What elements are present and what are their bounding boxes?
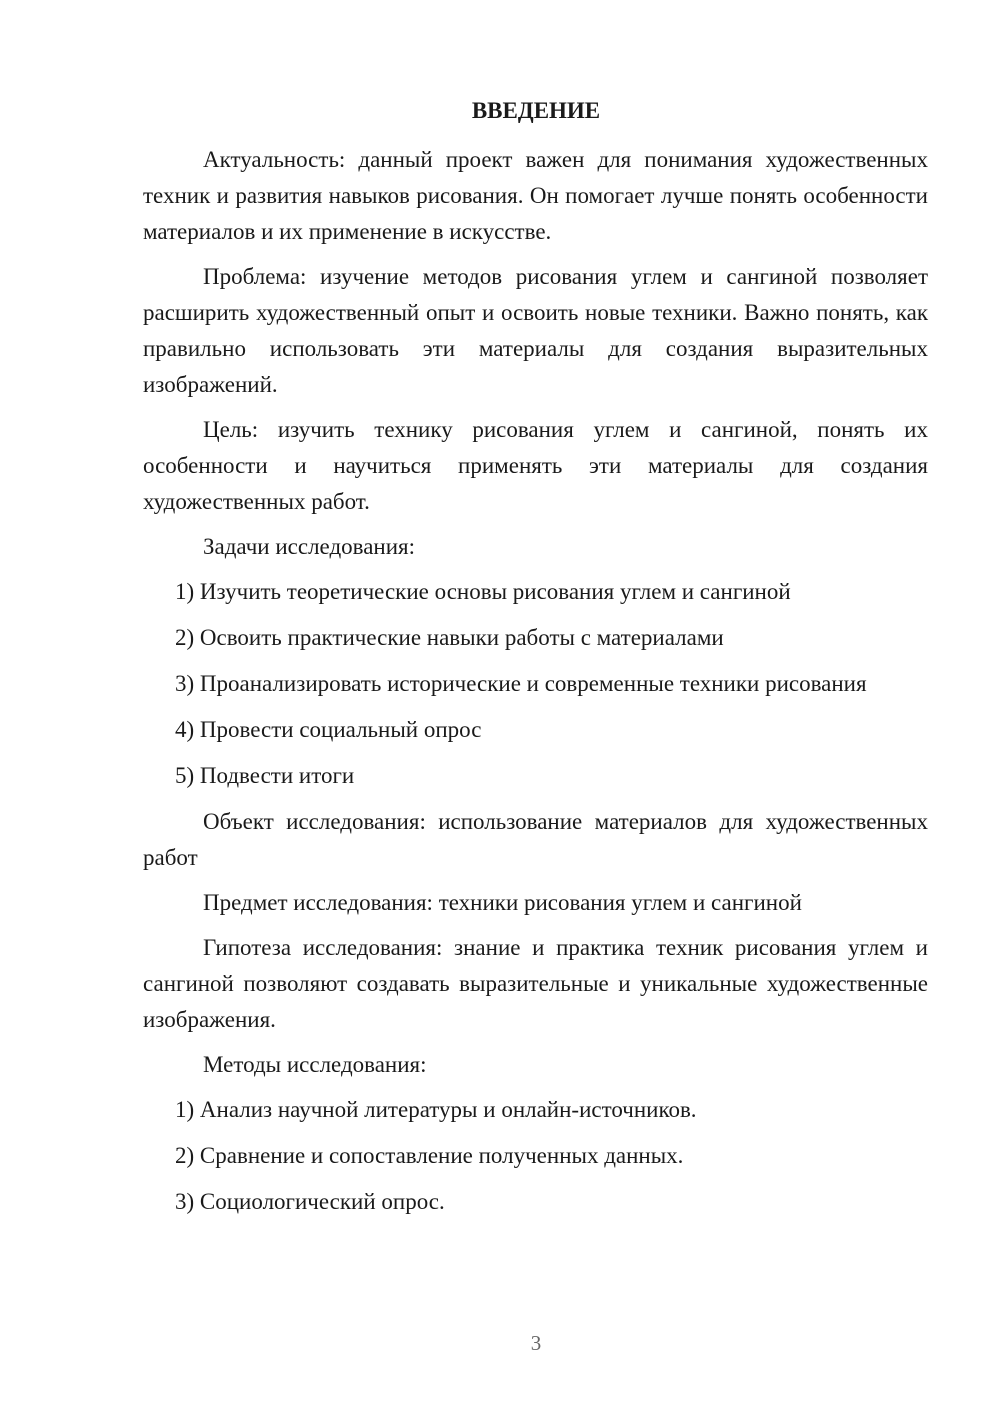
methods-list	[143, 1092, 928, 1220]
list-item: 3) Социологический опрос.	[175, 1189, 445, 1214]
hypothesis-paragraph: Гипотеза исследования: знание и практика техник рисования углем и сангиной позволяют создавать выразительные и уникальные художественные изображения.	[143, 935, 928, 1032]
tasks-heading: Задачи исследования:	[203, 534, 416, 559]
tasks-list	[143, 574, 928, 794]
list-item: 3) Проанализировать исторические и современные техники рисования	[175, 671, 867, 696]
goal-paragraph: Цель: изучить технику рисования углем и сангиной, понять их особенности и научиться применять эти материалы для создания художественных работ.	[143, 417, 928, 514]
list-item: 4) Провести социальный опрос	[175, 717, 482, 742]
document-body	[143, 142, 928, 1230]
subject-paragraph: Предмет исследования: техники рисования углем и сангиной	[203, 890, 802, 915]
list-item: 1) Анализ научной литературы и онлайн-источников.	[175, 1097, 697, 1122]
list-item: 1) Изучить теоретические основы рисования углем и сангиной	[175, 579, 791, 604]
list-item: 2) Освоить практические навыки работы с материалами	[175, 625, 724, 650]
object-paragraph: Объект исследования: использование материалов для художественных работ	[143, 809, 928, 870]
list-item: 2) Сравнение и сопоставление полученных данных.	[175, 1143, 684, 1168]
page-number: 3	[530, 1331, 542, 1355]
problem-paragraph: Проблема: изучение методов рисования углем и сангиной позволяет расширить художественный опыт и освоить новые техники. Важно понять, как правильно использовать эти материалы для создания выразительных изображений.	[143, 264, 928, 397]
page-title: ВВЕДЕНИЕ	[471, 98, 601, 123]
relevance-paragraph: Актуальность: данный проект важен для понимания художественных техник и развития навыков рисования. Он помогает лучше понять особенности материалов и их применение в искусстве.	[143, 147, 928, 244]
list-item: 5) Подвести итоги	[175, 763, 355, 788]
methods-heading: Методы исследования:	[203, 1052, 427, 1077]
